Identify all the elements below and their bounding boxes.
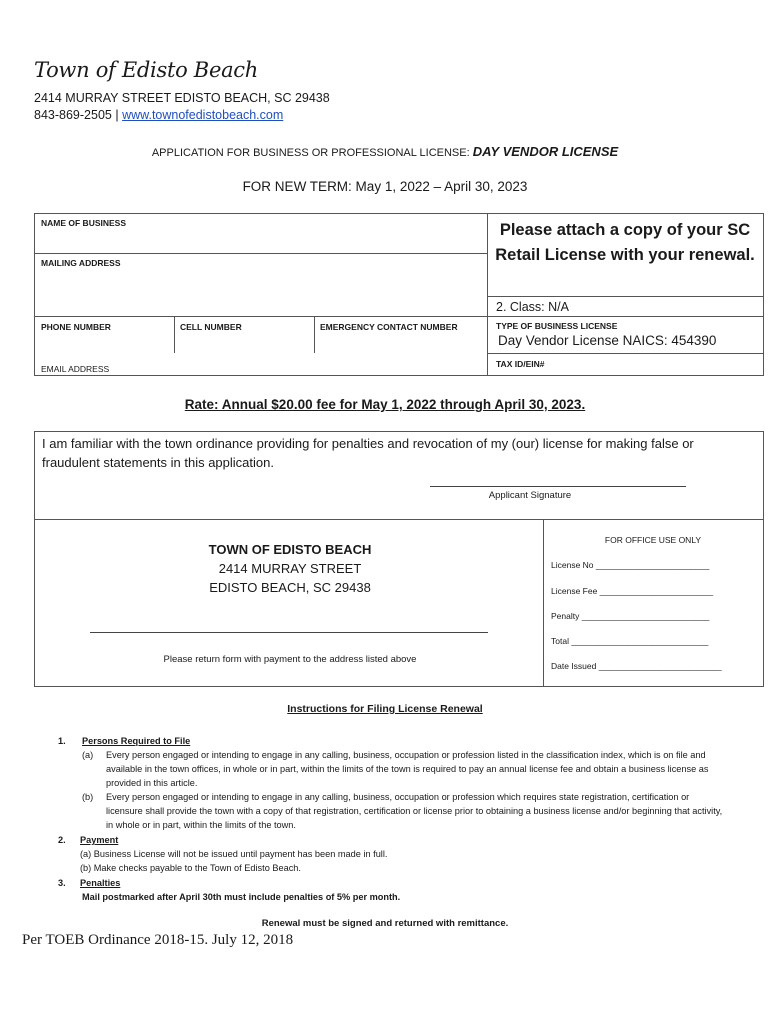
license-fee-field: License Fee ________________________ [551, 586, 714, 596]
total-field: Total _____________________________ [551, 636, 709, 646]
return-city: EDISTO BEACH, SC 29438 [209, 580, 371, 595]
table-divider [487, 353, 764, 354]
item-text: Every person engaged or intending to engage in any calling, business, occupation or profession which requires state registration, certification or licensure shall provide the town with a copy of that registration, certification or license prior to obtaining a business license and/or beginning that activity, in whole or in part, within the limits of the town. [106, 792, 723, 830]
license-no-field: License No ________________________ [551, 560, 710, 570]
item-label: (b) [82, 792, 94, 802]
section-heading: Persons Required to File [82, 736, 191, 746]
rate-statement: Rate: Annual $20.00 fee for May 1, 2022 through April 30, 2023. [184, 397, 586, 412]
penalty-field: Penalty ___________________________ [551, 611, 710, 621]
license-type: DAY VENDOR LICENSE [472, 144, 619, 159]
renewal-note: Renewal must be signed and returned with remittance. [261, 918, 509, 929]
website-link[interactable]: www.townofedistobeach.com [122, 108, 284, 122]
table-divider-vertical [487, 213, 488, 376]
attach-notice: Please attach a copy of your SC Retail License with your renewal. [495, 221, 755, 264]
class-field: 2. Class: N/A [496, 300, 569, 314]
return-name: TOWN OF EDISTO BEACH [208, 542, 372, 557]
date-issued-field: Date Issued __________________________ [551, 661, 722, 671]
box-divider [34, 519, 764, 520]
town-title: Town of Edisto Beach [34, 58, 258, 82]
tax-id-field[interactable]: TAX ID/EIN# [496, 359, 545, 369]
item-text: Every person engaged or intending to engage in any calling, business, occupation or profession listed in the classification index, which is on file and available in the town offices, in whole or in part, within the limits of the town is required to pay an annual license fee and obtain a business license as provided in this article. [106, 750, 709, 788]
town-address: 2414 MURRAY STREET EDISTO BEACH, SC 29438 [34, 91, 330, 105]
email-address-field[interactable]: EMAIL ADDRESS [41, 364, 110, 374]
cell-number-field[interactable]: CELL NUMBER [180, 322, 242, 332]
declaration-text: I am familiar with the town ordinance providing for penalties and revocation of my (our) license for making false or fraudulent statements in this application. [42, 436, 694, 470]
signature-label: Applicant Signature [488, 490, 572, 501]
table-divider [34, 253, 487, 254]
application-title [0, 144, 770, 159]
return-line [90, 632, 488, 633]
item-label: (a) [82, 750, 94, 760]
return-street: 2414 MURRAY STREET [218, 561, 362, 576]
signature-line[interactable] [430, 486, 686, 487]
item-text: Mail postmarked after April 30th must include penalties of 5% per month. [82, 892, 401, 902]
item-text: (b) Make checks payable to the Town of Edisto Beach. [80, 863, 301, 873]
section-number: 1. [58, 736, 66, 746]
separator: | [115, 108, 119, 122]
table-divider [314, 316, 315, 353]
phone-number-field[interactable]: PHONE NUMBER [41, 322, 111, 332]
office-use-title: FOR OFFICE USE ONLY [604, 535, 702, 545]
item-text: (a) Business License will not be issued until payment has been made in full. [80, 849, 388, 859]
town-phone: 843-869-2505 [34, 108, 112, 122]
section-heading: Payment [80, 835, 119, 845]
contact-line [34, 108, 283, 122]
table-divider [34, 316, 764, 317]
instructions-title: Instructions for Filing License Renewal [287, 703, 483, 715]
license-term: FOR NEW TERM: May 1, 2022 – April 30, 2023 [242, 179, 528, 194]
mailing-address-field[interactable]: MAILING ADDRESS [41, 258, 121, 268]
type-of-license-value: Day Vendor License NAICS: 454390 [498, 333, 717, 348]
section-heading: Penalties [80, 878, 121, 888]
type-of-license-label: TYPE OF BUSINESS LICENSE [496, 321, 618, 331]
table-divider [174, 316, 175, 353]
emergency-contact-field[interactable]: EMERGENCY CONTACT NUMBER [320, 322, 458, 332]
section-number: 2. [58, 835, 66, 845]
ordinance-footer: Per TOEB Ordinance 2018-15. July 12, 2018 [22, 932, 294, 948]
return-note: Please return form with payment to the address listed above [163, 654, 417, 665]
return-address [90, 540, 490, 597]
section-number: 3. [58, 878, 66, 888]
name-of-business-field[interactable]: NAME OF BUSINESS [41, 218, 127, 228]
table-divider [487, 296, 764, 297]
application-prefix: APPLICATION FOR BUSINESS OR PROFESSIONAL LICENSE: [151, 147, 470, 159]
